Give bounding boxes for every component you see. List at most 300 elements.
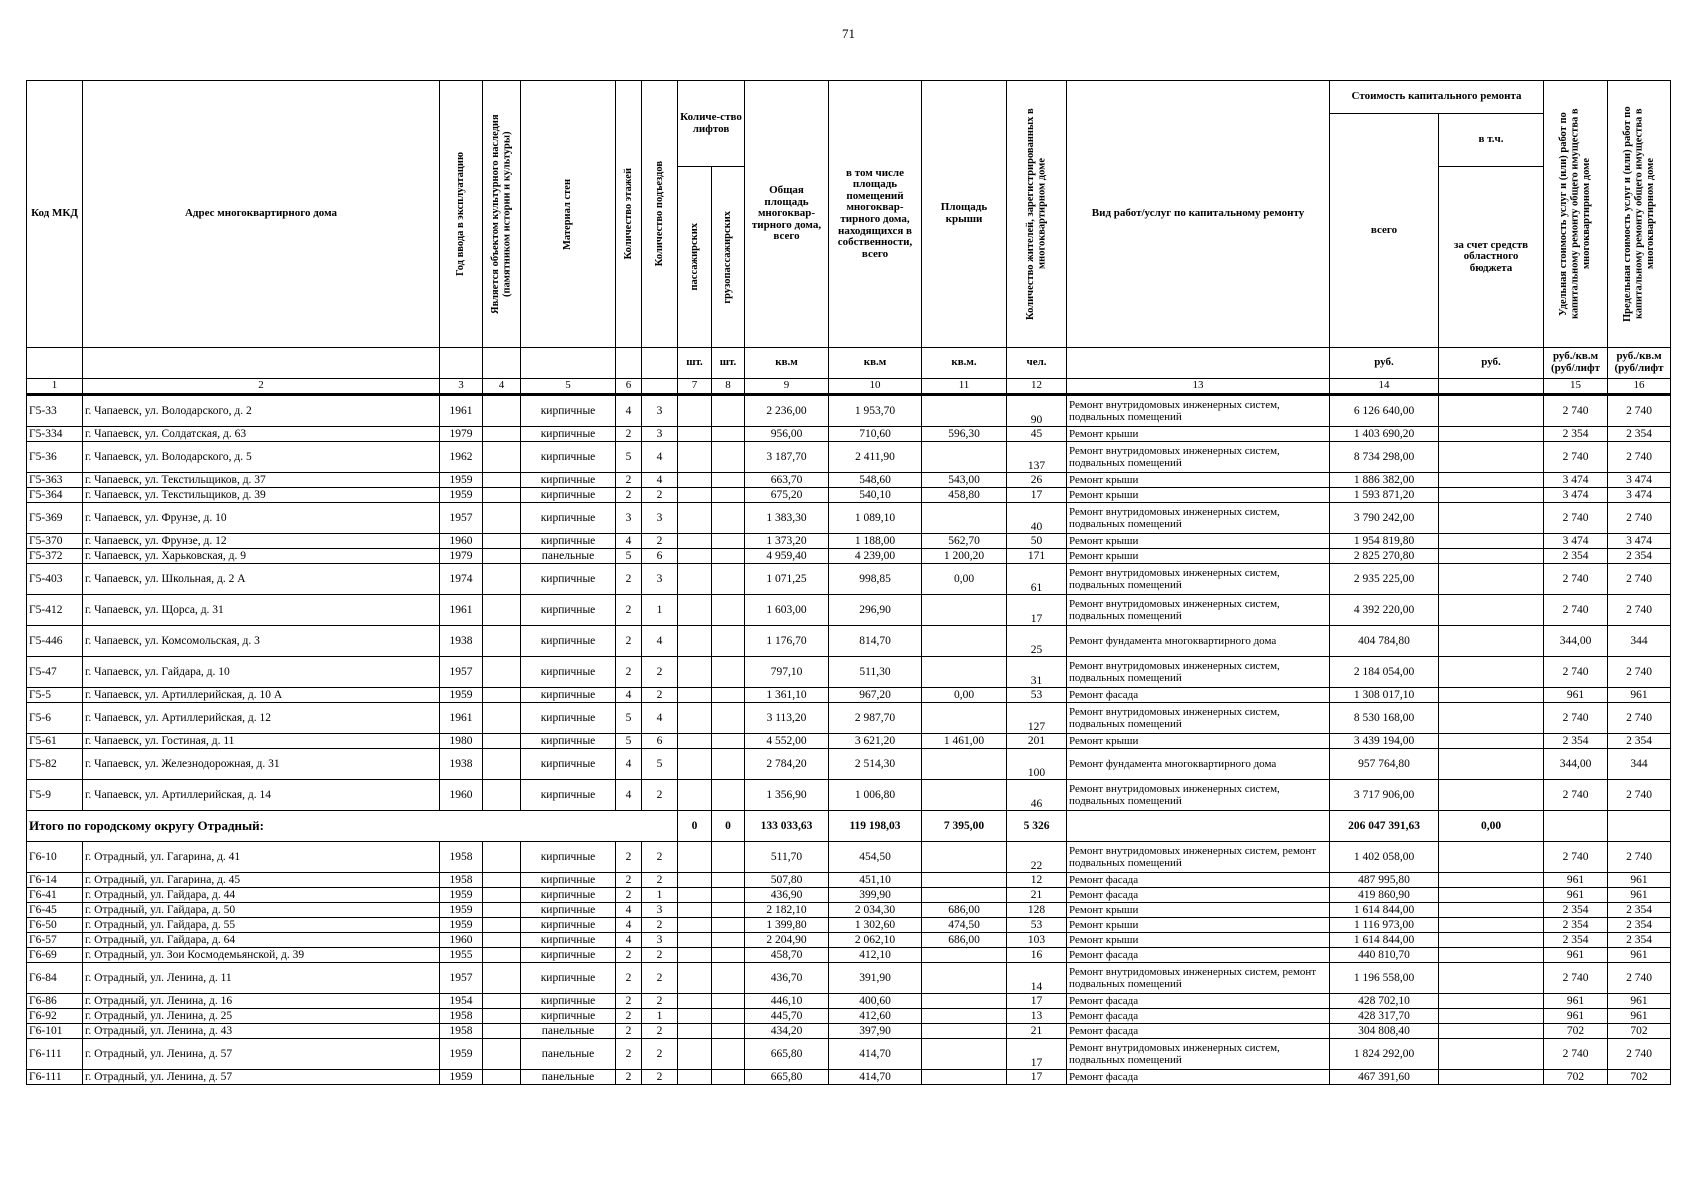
cell-unit-cost: 3 474	[1544, 473, 1608, 488]
column-number: 7	[678, 379, 712, 395]
cell-lifts-pass	[678, 842, 712, 873]
cell-area-total: 1 399,80	[745, 918, 829, 933]
cell-residents: 53	[1007, 688, 1067, 703]
column-number: 4	[483, 379, 521, 395]
total-work	[1067, 811, 1330, 842]
cell-year: 1938	[440, 749, 483, 780]
cell-lifts-pass	[678, 1024, 712, 1039]
cell-floors: 4	[616, 918, 642, 933]
cell-wall: кирпичные	[521, 657, 616, 688]
cell-area-total: 1 176,70	[745, 626, 829, 657]
cell-unit-cost: 3 474	[1544, 534, 1608, 549]
cell-roof	[922, 1009, 1007, 1024]
cell-entrances: 2	[642, 780, 678, 811]
cell-area-owned: 4 239,00	[829, 549, 922, 564]
cell-wall: кирпичные	[521, 780, 616, 811]
cell-limit-cost: 344	[1608, 749, 1671, 780]
cell-lifts-pass	[678, 963, 712, 994]
cell-cost-regional	[1439, 948, 1544, 963]
cell-lifts-pass	[678, 626, 712, 657]
cell-heritage	[483, 488, 521, 503]
cell-cost-regional	[1439, 780, 1544, 811]
cell-lifts-pass	[678, 427, 712, 442]
unit-limit-cost: руб./кв.м (руб/лифт	[1608, 348, 1671, 379]
cell-area-total: 1 071,25	[745, 564, 829, 595]
cell-work: Ремонт фасада	[1067, 1024, 1330, 1039]
cell-unit-cost: 2 354	[1544, 903, 1608, 918]
cell-lifts-freight	[712, 595, 745, 626]
cell-area-owned: 451,10	[829, 873, 922, 888]
cell-work: Ремонт крыши	[1067, 734, 1330, 749]
cell-lifts-freight	[712, 734, 745, 749]
cell-entrances: 2	[642, 1070, 678, 1085]
cell-limit-cost: 961	[1608, 873, 1671, 888]
cell-area-owned: 540,10	[829, 488, 922, 503]
cell-wall: кирпичные	[521, 427, 616, 442]
cell-code: Г6-10	[27, 842, 83, 873]
cell-work: Ремонт фундамента многоквартирного дома	[1067, 626, 1330, 657]
cell-cost-regional	[1439, 842, 1544, 873]
table-row	[27, 1009, 1671, 1024]
total-cost: 206 047 391,63	[1330, 811, 1439, 842]
cell-lifts-freight	[712, 903, 745, 918]
cell-entrances: 1	[642, 595, 678, 626]
unit-residents: чел.	[1007, 348, 1067, 379]
column-numbers-row	[27, 379, 1671, 395]
cell-entrances: 2	[642, 534, 678, 549]
cell-entrances: 2	[642, 1039, 678, 1070]
cell-unit-cost: 961	[1544, 994, 1608, 1009]
cell-code: Г6-101	[27, 1024, 83, 1039]
cell-lifts-freight	[712, 948, 745, 963]
cell-residents: 26	[1007, 473, 1067, 488]
cell-cost-total: 467 391,60	[1330, 1070, 1439, 1085]
cell-unit-cost: 2 740	[1544, 842, 1608, 873]
cell-cost-total: 4 392 220,00	[1330, 595, 1439, 626]
cell-lifts-freight	[712, 503, 745, 534]
table-row	[27, 395, 1671, 427]
cell-area-total: 1 383,30	[745, 503, 829, 534]
cell-cost-regional	[1439, 888, 1544, 903]
cell-limit-cost: 2 740	[1608, 842, 1671, 873]
cell-limit-cost: 2 354	[1608, 734, 1671, 749]
header-year: Год ввода в эксплуатацию	[440, 81, 483, 348]
cell-lifts-pass	[678, 948, 712, 963]
cell-address: г. Отрадный, ул. Ленина, д. 11	[83, 963, 440, 994]
cell-address: г. Отрадный, ул. Гайдара, д. 50	[83, 903, 440, 918]
cell-work: Ремонт фасада	[1067, 1070, 1330, 1085]
cell-lifts-pass	[678, 1070, 712, 1085]
cell-address: г. Отрадный, ул. Ленина, д. 57	[83, 1039, 440, 1070]
header-area-owned: в том числе площадь помещений многоквар-тирного дома, находящихся в собственности, всего	[829, 81, 922, 348]
cell-floors: 2	[616, 1024, 642, 1039]
cell-area-owned: 3 621,20	[829, 734, 922, 749]
cell-wall: кирпичные	[521, 564, 616, 595]
cell-area-owned: 414,70	[829, 1039, 922, 1070]
cell-lifts-freight	[712, 994, 745, 1009]
cell-floors: 4	[616, 395, 642, 427]
cell-heritage	[483, 994, 521, 1009]
cell-unit-cost: 702	[1544, 1070, 1608, 1085]
cell-cost-total: 2 935 225,00	[1330, 564, 1439, 595]
cell-residents: 21	[1007, 888, 1067, 903]
unit-unit-cost: руб./кв.м (руб/лифт	[1544, 348, 1608, 379]
cell-lifts-pass	[678, 780, 712, 811]
total-row	[27, 811, 1671, 842]
cell-lifts-pass	[678, 688, 712, 703]
cell-residents: 31	[1007, 657, 1067, 688]
table-row	[27, 657, 1671, 688]
cell-wall: кирпичные	[521, 888, 616, 903]
cell-address: г. Чапаевск, ул. Гостиная, д. 11	[83, 734, 440, 749]
cell-area-owned: 414,70	[829, 1070, 922, 1085]
cell-unit-cost: 3 474	[1544, 488, 1608, 503]
cell-limit-cost: 2 740	[1608, 395, 1671, 427]
cell-address: г. Чапаевск, ул. Текстильщиков, д. 37	[83, 473, 440, 488]
cell-roof: 1 461,00	[922, 734, 1007, 749]
total-limit-cost	[1608, 811, 1671, 842]
cell-floors: 3	[616, 503, 642, 534]
cell-heritage	[483, 780, 521, 811]
cell-entrances: 3	[642, 503, 678, 534]
cell-address: г. Чапаевск, ул. Щорса, д. 31	[83, 595, 440, 626]
cell-wall: кирпичные	[521, 933, 616, 948]
cell-work: Ремонт фасада	[1067, 873, 1330, 888]
cell-unit-cost: 702	[1544, 1024, 1608, 1039]
cell-wall: панельные	[521, 1039, 616, 1070]
cell-floors: 2	[616, 564, 642, 595]
cell-entrances: 3	[642, 564, 678, 595]
cell-cost-total: 419 860,90	[1330, 888, 1439, 903]
cell-lifts-freight	[712, 873, 745, 888]
cell-roof	[922, 749, 1007, 780]
cell-limit-cost: 3 474	[1608, 473, 1671, 488]
cell-year: 1959	[440, 888, 483, 903]
cell-area-total: 675,20	[745, 488, 829, 503]
cell-residents: 17	[1007, 994, 1067, 1009]
cell-residents: 127	[1007, 703, 1067, 734]
cell-floors: 2	[616, 595, 642, 626]
cell-area-total: 445,70	[745, 1009, 829, 1024]
cell-area-total: 436,90	[745, 888, 829, 903]
cell-address: г. Чапаевск, ул. Володарского, д. 2	[83, 395, 440, 427]
cell-cost-total: 1 614 844,00	[1330, 903, 1439, 918]
cell-roof	[922, 1024, 1007, 1039]
cell-entrances: 3	[642, 933, 678, 948]
cell-area-total: 3 113,20	[745, 703, 829, 734]
cell-area-total: 665,80	[745, 1039, 829, 1070]
cell-wall: кирпичные	[521, 903, 616, 918]
cell-wall: кирпичные	[521, 948, 616, 963]
header-work: Вид работ/услуг по капитальному ремонту	[1067, 81, 1330, 348]
cell-cost-regional	[1439, 427, 1544, 442]
cell-roof: 543,00	[922, 473, 1007, 488]
cell-unit-cost: 961	[1544, 948, 1608, 963]
total-lifts-pass: 0	[678, 811, 712, 842]
cell-lifts-freight	[712, 473, 745, 488]
cell-entrances: 2	[642, 488, 678, 503]
cell-lifts-freight	[712, 888, 745, 903]
cell-area-total: 956,00	[745, 427, 829, 442]
cell-limit-cost: 2 354	[1608, 918, 1671, 933]
cell-work: Ремонт крыши	[1067, 534, 1330, 549]
cell-work: Ремонт крыши	[1067, 549, 1330, 564]
cell-limit-cost: 2 740	[1608, 963, 1671, 994]
cell-floors: 2	[616, 1009, 642, 1024]
cell-lifts-freight	[712, 427, 745, 442]
cell-entrances: 2	[642, 842, 678, 873]
cell-lifts-freight	[712, 749, 745, 780]
cell-address: г. Отрадный, ул. Гайдара, д. 64	[83, 933, 440, 948]
cell-wall: панельные	[521, 1024, 616, 1039]
table-row	[27, 888, 1671, 903]
cell-cost-total: 428 702,10	[1330, 994, 1439, 1009]
cell-year: 1959	[440, 903, 483, 918]
cell-lifts-freight	[712, 657, 745, 688]
cell-wall: кирпичные	[521, 688, 616, 703]
header-residents: Количество жителей, зарегистрированных в многоквартирном доме	[1007, 81, 1067, 348]
cell-floors: 5	[616, 549, 642, 564]
cell-cost-total: 1 824 292,00	[1330, 1039, 1439, 1070]
cell-address: г. Отрадный, ул. Гайдара, д. 55	[83, 918, 440, 933]
cell-limit-cost: 961	[1608, 948, 1671, 963]
cell-wall: кирпичные	[521, 963, 616, 994]
cell-code: Г5-372	[27, 549, 83, 564]
unit-lifts-freight: шт.	[712, 348, 745, 379]
cell-code: Г6-86	[27, 994, 83, 1009]
cell-lifts-pass	[678, 888, 712, 903]
cell-year: 1959	[440, 1039, 483, 1070]
cell-wall: кирпичные	[521, 734, 616, 749]
cell-cost-regional	[1439, 473, 1544, 488]
header-roof: Площадь крыши	[922, 81, 1007, 348]
cell-entrances: 1	[642, 1009, 678, 1024]
cell-lifts-pass	[678, 473, 712, 488]
cell-limit-cost: 961	[1608, 688, 1671, 703]
cell-area-owned: 1 006,80	[829, 780, 922, 811]
cell-unit-cost: 2 740	[1544, 963, 1608, 994]
cell-cost-total: 2 825 270,80	[1330, 549, 1439, 564]
cell-cost-total: 3 439 194,00	[1330, 734, 1439, 749]
cell-area-owned: 2 062,10	[829, 933, 922, 948]
cell-wall: панельные	[521, 549, 616, 564]
cell-work: Ремонт крыши	[1067, 427, 1330, 442]
cell-cost-total: 6 126 640,00	[1330, 395, 1439, 427]
cell-residents: 53	[1007, 918, 1067, 933]
cell-roof: 596,30	[922, 427, 1007, 442]
header-incl: в т.ч.	[1439, 114, 1544, 167]
table-row	[27, 534, 1671, 549]
cell-lifts-freight	[712, 1070, 745, 1085]
cell-unit-cost: 2 354	[1544, 427, 1608, 442]
cell-roof: 0,00	[922, 564, 1007, 595]
cell-residents: 14	[1007, 963, 1067, 994]
table-row	[27, 688, 1671, 703]
cell-lifts-pass	[678, 933, 712, 948]
cell-cost-total: 3 717 906,00	[1330, 780, 1439, 811]
column-number: 10	[829, 379, 922, 395]
column-number	[642, 379, 678, 395]
cell-cost-regional	[1439, 918, 1544, 933]
cell-area-total: 797,10	[745, 657, 829, 688]
unit-cost-regional: руб.	[1439, 348, 1544, 379]
header-lifts-pass: пассажирских	[678, 167, 712, 348]
cell-roof	[922, 395, 1007, 427]
cell-cost-regional	[1439, 395, 1544, 427]
cell-area-total: 434,20	[745, 1024, 829, 1039]
table-row	[27, 994, 1671, 1009]
cell-lifts-pass	[678, 442, 712, 473]
cell-roof	[922, 595, 1007, 626]
cell-lifts-pass	[678, 395, 712, 427]
cell-work: Ремонт крыши	[1067, 473, 1330, 488]
cell-year: 1957	[440, 503, 483, 534]
cell-lifts-freight	[712, 395, 745, 427]
cell-cost-regional	[1439, 1024, 1544, 1039]
cell-cost-total: 2 184 054,00	[1330, 657, 1439, 688]
total-area: 133 033,63	[745, 811, 829, 842]
cell-area-total: 1 373,20	[745, 534, 829, 549]
cell-year: 1960	[440, 933, 483, 948]
cell-unit-cost: 961	[1544, 688, 1608, 703]
cell-year: 1962	[440, 442, 483, 473]
cell-cost-total: 404 784,80	[1330, 626, 1439, 657]
cell-area-owned: 2 987,70	[829, 703, 922, 734]
column-number	[1439, 379, 1544, 395]
cell-residents: 21	[1007, 1024, 1067, 1039]
cell-floors: 2	[616, 657, 642, 688]
cell-limit-cost: 2 354	[1608, 549, 1671, 564]
cell-wall: кирпичные	[521, 442, 616, 473]
cell-year: 1960	[440, 780, 483, 811]
cell-entrances: 5	[642, 749, 678, 780]
cell-area-owned: 814,70	[829, 626, 922, 657]
cell-floors: 2	[616, 994, 642, 1009]
cell-entrances: 4	[642, 442, 678, 473]
cell-cost-regional	[1439, 442, 1544, 473]
cell-lifts-freight	[712, 1009, 745, 1024]
table-header	[27, 81, 1671, 379]
cell-area-total: 4 959,40	[745, 549, 829, 564]
table-row	[27, 948, 1671, 963]
cell-floors: 2	[616, 473, 642, 488]
cell-lifts-pass	[678, 503, 712, 534]
cell-cost-regional	[1439, 873, 1544, 888]
cell-year: 1979	[440, 549, 483, 564]
table-row	[27, 1024, 1671, 1039]
cell-floors: 5	[616, 734, 642, 749]
cell-year: 1955	[440, 948, 483, 963]
cell-year: 1957	[440, 657, 483, 688]
cell-area-owned: 454,50	[829, 842, 922, 873]
cell-year: 1979	[440, 427, 483, 442]
cell-lifts-pass	[678, 903, 712, 918]
cell-wall: кирпичные	[521, 842, 616, 873]
cell-limit-cost: 2 740	[1608, 657, 1671, 688]
cell-heritage	[483, 626, 521, 657]
cell-year: 1960	[440, 534, 483, 549]
cell-code: Г6-111	[27, 1070, 83, 1085]
cell-unit-cost: 2 354	[1544, 933, 1608, 948]
table-row	[27, 933, 1671, 948]
cell-area-total: 4 552,00	[745, 734, 829, 749]
cell-heritage	[483, 657, 521, 688]
cell-year: 1961	[440, 395, 483, 427]
cell-code: Г6-69	[27, 948, 83, 963]
cell-cost-total: 957 764,80	[1330, 749, 1439, 780]
cell-limit-cost: 2 740	[1608, 1039, 1671, 1070]
cell-code: Г5-36	[27, 442, 83, 473]
cell-unit-cost: 2 354	[1544, 918, 1608, 933]
cell-address: г. Чапаевск, ул. Текстильщиков, д. 39	[83, 488, 440, 503]
cell-work: Ремонт фасада	[1067, 994, 1330, 1009]
cell-limit-cost: 344	[1608, 626, 1671, 657]
cell-work: Ремонт внутридомовых инженерных систем, подвальных помещений	[1067, 564, 1330, 595]
cell-limit-cost: 3 474	[1608, 534, 1671, 549]
cell-year: 1974	[440, 564, 483, 595]
cell-address: г. Отрадный, ул. Ленина, д. 16	[83, 994, 440, 1009]
header-area-total: Общая площадь многоквар-тирного дома, всего	[745, 81, 829, 348]
cell-address: г. Чапаевск, ул. Володарского, д. 5	[83, 442, 440, 473]
units-row	[27, 348, 1671, 379]
cell-work: Ремонт фасада	[1067, 888, 1330, 903]
cell-limit-cost: 2 740	[1608, 564, 1671, 595]
cell-area-owned: 511,30	[829, 657, 922, 688]
cell-heritage	[483, 534, 521, 549]
cell-heritage	[483, 1009, 521, 1024]
cell-area-owned: 2 034,30	[829, 903, 922, 918]
cell-lifts-freight	[712, 842, 745, 873]
cell-year: 1959	[440, 918, 483, 933]
cell-code: Г5-61	[27, 734, 83, 749]
cell-area-owned: 967,20	[829, 688, 922, 703]
cell-area-owned: 710,60	[829, 427, 922, 442]
cell-heritage	[483, 933, 521, 948]
cell-wall: панельные	[521, 1070, 616, 1085]
cell-limit-cost: 2 354	[1608, 427, 1671, 442]
cell-cost-total: 1 954 819,80	[1330, 534, 1439, 549]
cell-limit-cost: 2 740	[1608, 595, 1671, 626]
cell-floors: 2	[616, 888, 642, 903]
cell-floors: 2	[616, 488, 642, 503]
cell-lifts-freight	[712, 688, 745, 703]
cell-code: Г5-5	[27, 688, 83, 703]
cell-floors: 4	[616, 903, 642, 918]
cell-heritage	[483, 734, 521, 749]
cell-limit-cost: 2 354	[1608, 903, 1671, 918]
cell-area-owned: 1 188,00	[829, 534, 922, 549]
cell-cost-regional	[1439, 626, 1544, 657]
cell-lifts-freight	[712, 918, 745, 933]
cell-limit-cost: 961	[1608, 1009, 1671, 1024]
cell-floors: 4	[616, 780, 642, 811]
cell-residents: 128	[1007, 903, 1067, 918]
cell-address: г. Чапаевск, ул. Фрунзе, д. 12	[83, 534, 440, 549]
cell-cost-total: 487 995,80	[1330, 873, 1439, 888]
table-row	[27, 473, 1671, 488]
cell-roof	[922, 703, 1007, 734]
cell-unit-cost: 2 740	[1544, 503, 1608, 534]
cell-area-owned: 2 514,30	[829, 749, 922, 780]
header-lifts-freight: грузопассажирских	[712, 167, 745, 348]
cell-cost-total: 440 810,70	[1330, 948, 1439, 963]
cell-cost-total: 1 614 844,00	[1330, 933, 1439, 948]
total-roof: 7 395,00	[922, 811, 1007, 842]
cell-wall: кирпичные	[521, 488, 616, 503]
cell-residents: 17	[1007, 1070, 1067, 1085]
cell-cost-total: 304 808,40	[1330, 1024, 1439, 1039]
cell-code: Г6-57	[27, 933, 83, 948]
